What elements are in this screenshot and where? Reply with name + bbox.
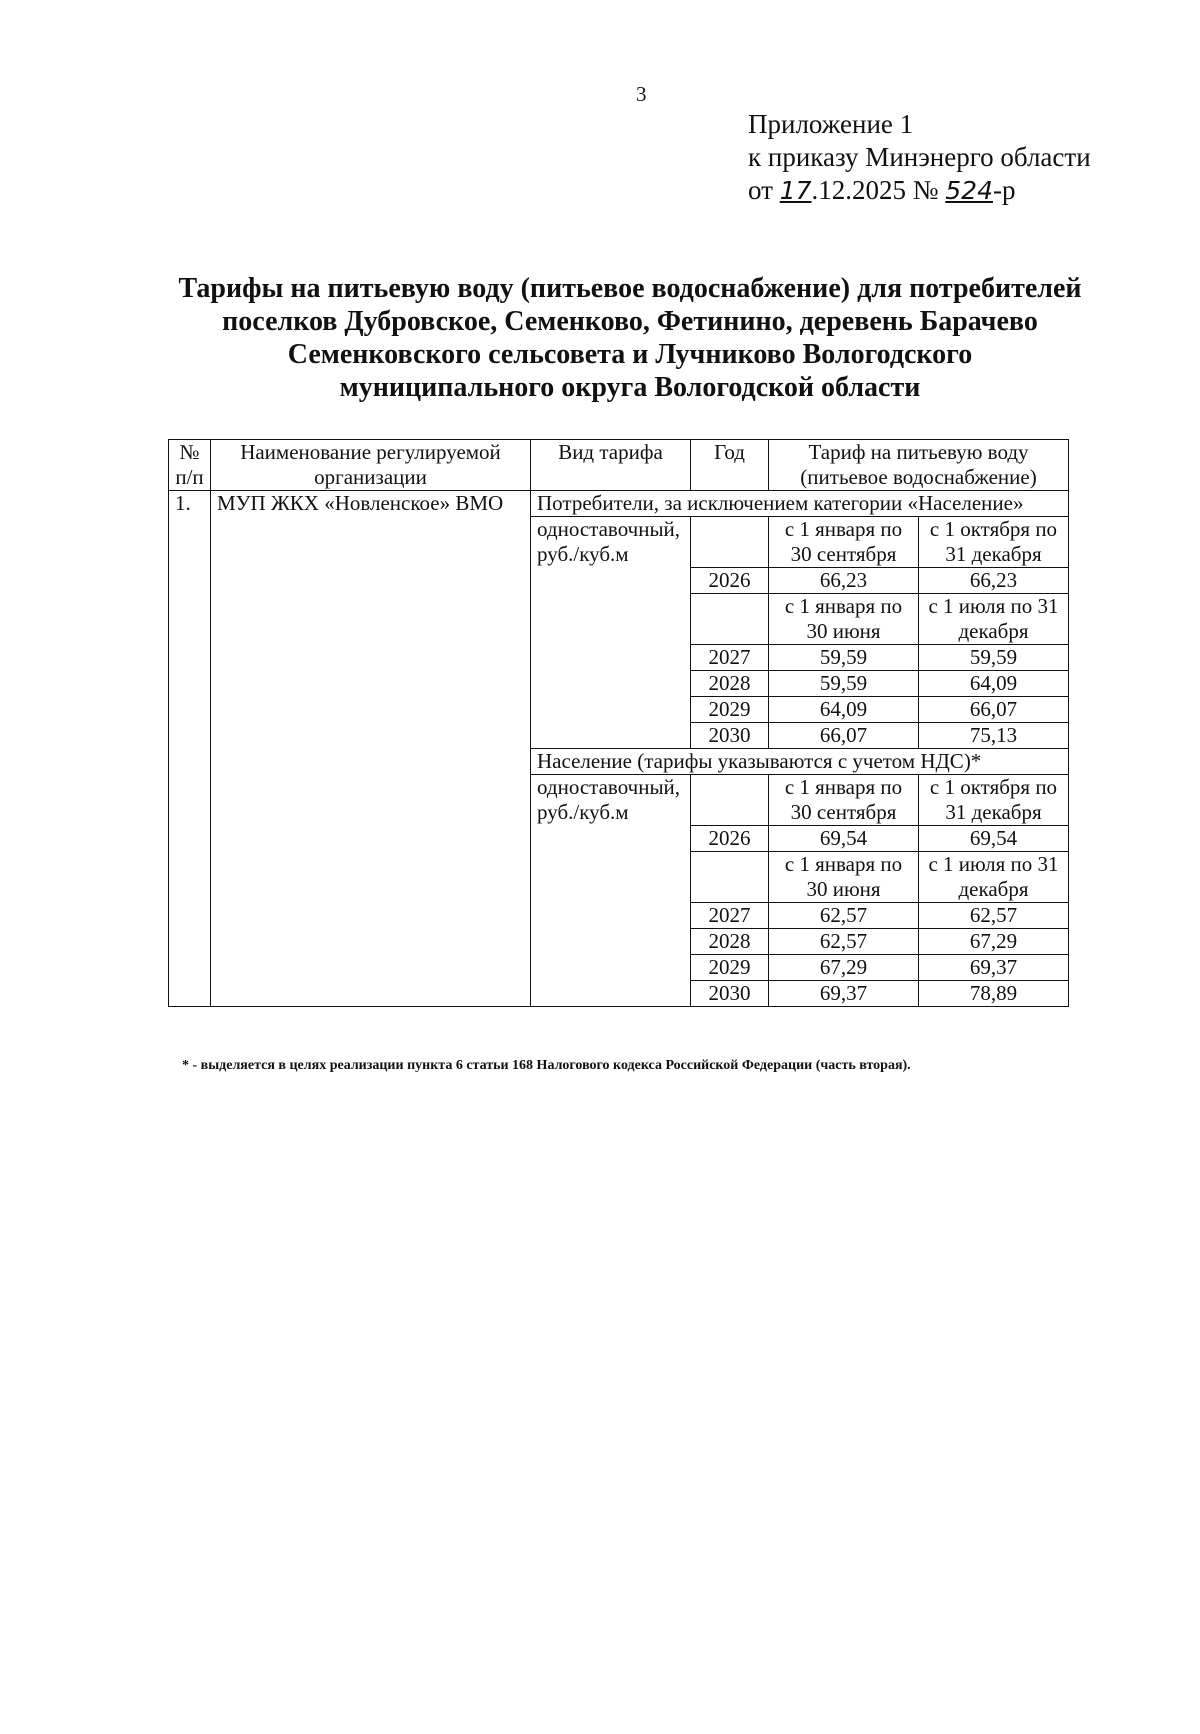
tariff-cell-2: 78,89 [919, 981, 1069, 1007]
period-1: с 1 января по 30 июня [769, 594, 919, 645]
period-2: с 1 июля по 31 декабря [919, 852, 1069, 903]
period-2: с 1 октября по 31 декабря [919, 775, 1069, 826]
header-tariff: Тариф на питьевую воду (питьевое водоснабжение) [769, 440, 1069, 491]
date-prefix: от [748, 175, 773, 205]
title-line: Семенковского сельсовета и Лучниково Вологодского [287, 339, 973, 370]
tariff-cell-1: 69,37 [769, 981, 919, 1007]
tariff-cell-2: 69,54 [919, 826, 1069, 852]
row-number: 1. [169, 491, 211, 1007]
year-cell: 2027 [691, 645, 769, 671]
header-kind: Вид тарифа [531, 440, 691, 491]
group-label-row [169, 491, 1069, 517]
page-number: 3 [636, 82, 647, 106]
header-org: Наименование регулируемой организации [211, 440, 531, 491]
tariff-cell-2: 75,13 [919, 723, 1069, 749]
appendix-date-line [748, 174, 1091, 207]
order-suffix: -р [993, 175, 1016, 205]
year-cell: 2027 [691, 903, 769, 929]
year-cell: 2029 [691, 955, 769, 981]
year-cell: 2026 [691, 826, 769, 852]
tariff-cell-1: 62,57 [769, 929, 919, 955]
header-year: Год [691, 440, 769, 491]
handwritten-day: 17 [779, 176, 812, 205]
tariff-cell-1: 66,23 [769, 568, 919, 594]
period-2: с 1 октября по 31 декабря [919, 517, 1069, 568]
tariff-cell-2: 66,07 [919, 697, 1069, 723]
period-2: с 1 июля по 31 декабря [919, 594, 1069, 645]
empty-year-cell [691, 852, 769, 903]
organization-name: МУП ЖКХ «Новленское» ВМО [211, 491, 531, 1007]
appendix-line-1: Приложение 1 [748, 109, 914, 139]
tariff-cell-1: 69,54 [769, 826, 919, 852]
year-cell: 2028 [691, 671, 769, 697]
header-no: № п/п [169, 440, 211, 491]
year-cell: 2030 [691, 723, 769, 749]
document-title [150, 272, 1110, 404]
period-1: с 1 января по 30 сентября [769, 775, 919, 826]
footnote: * - выделяется в целях реализации пункта 6 статьи 168 Налогового кодекса Российской Федерации (часть вторая). [182, 1058, 911, 1073]
tariff-cell-1: 59,59 [769, 645, 919, 671]
title-line: Тарифы на питьевую воду (питьевое водоснабжение) для потребителей [178, 273, 1082, 304]
tariff-cell-1: 64,09 [769, 697, 919, 723]
tariff-cell-1: 66,07 [769, 723, 919, 749]
year-cell: 2029 [691, 697, 769, 723]
tariff-cell-2: 59,59 [919, 645, 1069, 671]
appendix-header [748, 108, 1091, 207]
tariff-kind: одноставочный, руб./куб.м [531, 775, 691, 1007]
date-rest: .12.2025 № [811, 175, 939, 205]
group-label: Потребители, за исключением категории «Население» [531, 491, 1069, 517]
tariff-cell-1: 59,59 [769, 671, 919, 697]
table-header-row [169, 440, 1069, 491]
empty-year-cell [691, 775, 769, 826]
handwritten-order-number: 524 [945, 176, 993, 205]
tariff-table [168, 439, 1069, 1007]
tariff-cell-1: 67,29 [769, 955, 919, 981]
title-line: поселков Дубровское, Семенково, Фетинино, деревень Барачево [222, 306, 1038, 337]
tariff-cell-2: 62,57 [919, 903, 1069, 929]
tariff-cell-1: 62,57 [769, 903, 919, 929]
tariff-cell-2: 64,09 [919, 671, 1069, 697]
group-label: Население (тарифы указываются с учетом НДС)* [531, 749, 1069, 775]
appendix-line-2: к приказу Минэнерго области [748, 142, 1091, 172]
period-1: с 1 января по 30 сентября [769, 517, 919, 568]
empty-year-cell [691, 594, 769, 645]
year-cell: 2028 [691, 929, 769, 955]
tariff-cell-2: 66,23 [919, 568, 1069, 594]
tariff-cell-2: 67,29 [919, 929, 1069, 955]
tariff-cell-2: 69,37 [919, 955, 1069, 981]
period-1: с 1 января по 30 июня [769, 852, 919, 903]
year-cell: 2030 [691, 981, 769, 1007]
year-cell: 2026 [691, 568, 769, 594]
title-line: муниципального округа Вологодской области [339, 372, 921, 403]
tariff-kind: одноставочный, руб./куб.м [531, 517, 691, 749]
empty-year-cell [691, 517, 769, 568]
